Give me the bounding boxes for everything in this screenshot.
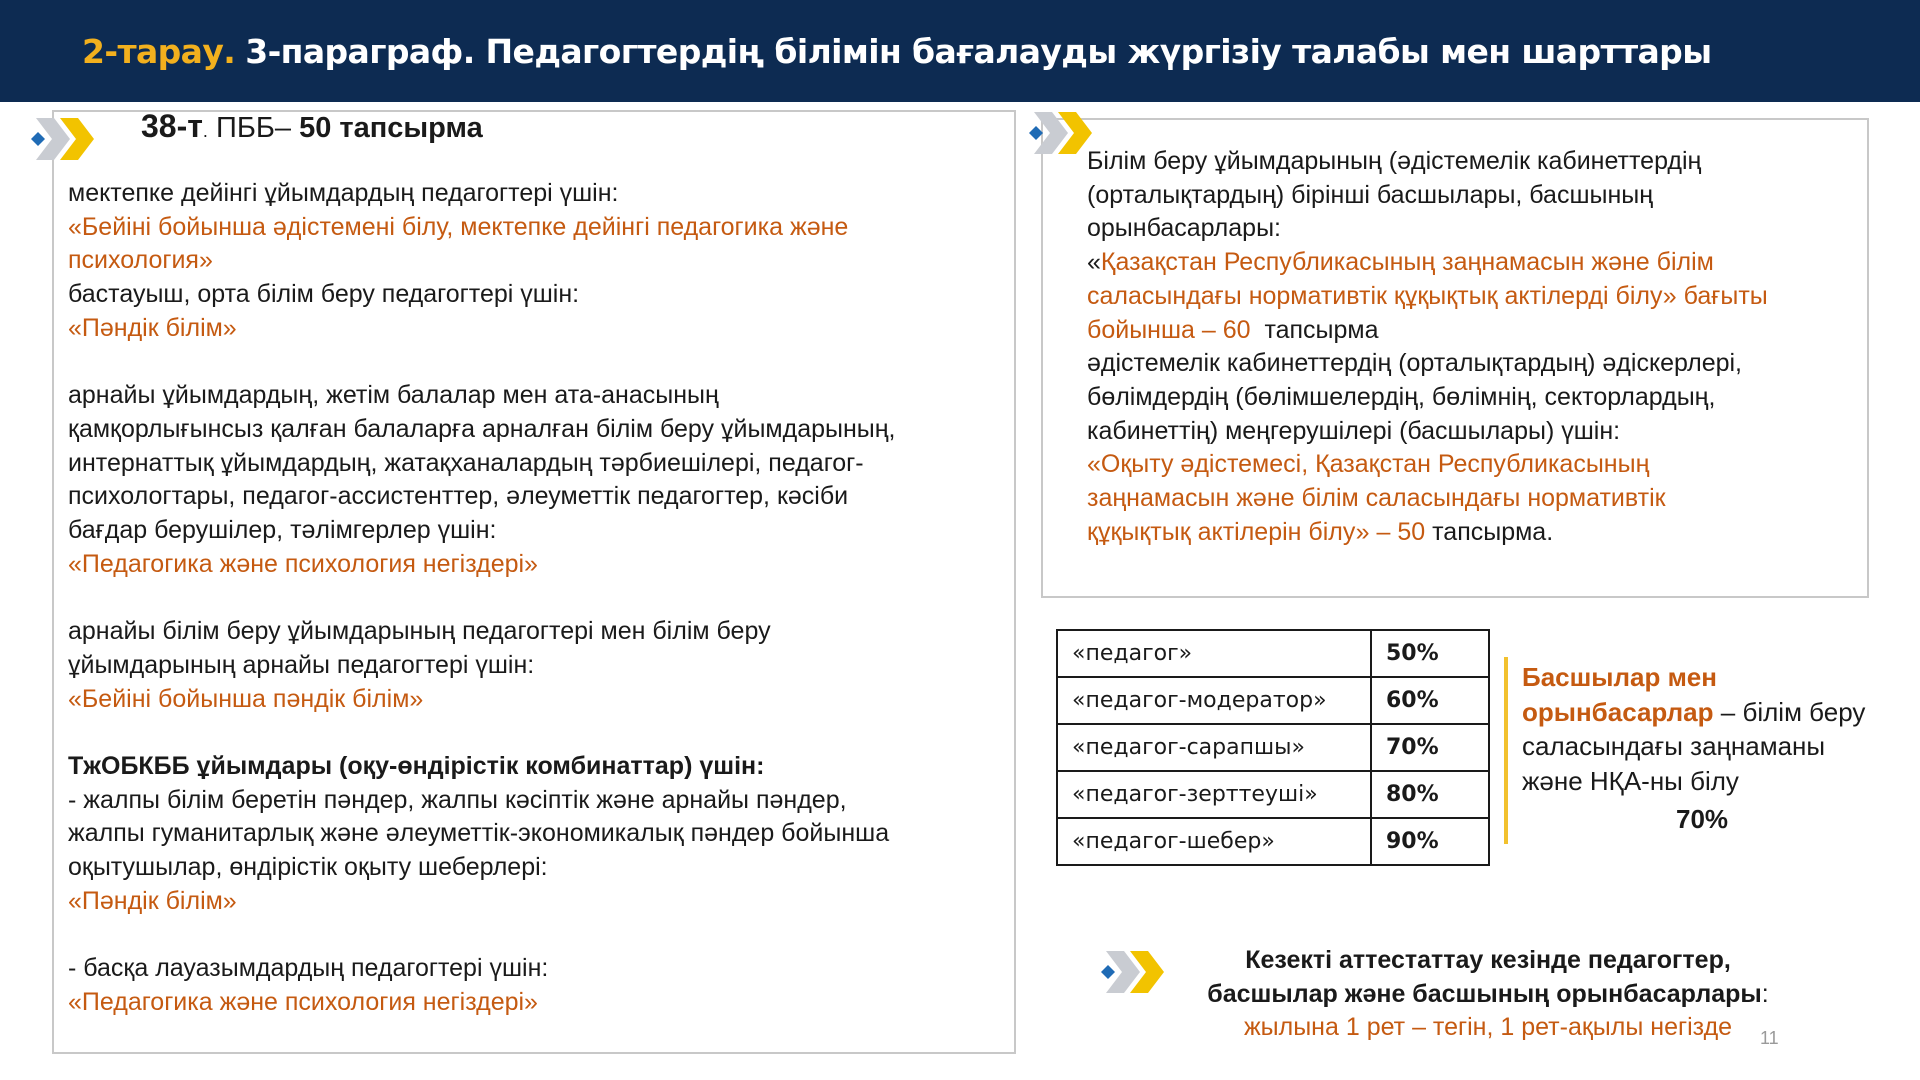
side-note-text: – білім беру [1720, 696, 1866, 727]
right-text-block [1087, 145, 1768, 549]
level-percent: 50% [1371, 630, 1489, 677]
preschool-topic: «Бейіні бойынша әдістемені білу, мектепке дейінгі педагогика және [68, 212, 849, 241]
tvet-heading: ТжОБКББ ұйымдары (оқу-өндірістік комбинаттар) үшін: [68, 751, 765, 780]
special-ed-label: арнайы білім беру ұйымдарының педагогтері мен білім беру [68, 617, 771, 646]
tvet-label: жалпы гуманитарлық және әлеуметтік-экономикалық пәндер бойынша [68, 819, 890, 848]
methodists-label: әдістемелік кабинеттердің (орталықтардың) әдіскерлері, [1087, 349, 1743, 378]
heads-topic: бойынша – 60 [1087, 315, 1251, 344]
side-note-highlight: орынбасарлар [1522, 696, 1714, 727]
tvet-topic: «Пәндік білім» [68, 886, 237, 915]
quote-mark: « [1087, 248, 1101, 277]
preschool-topic: психология» [68, 246, 213, 275]
level-percent: 80% [1371, 771, 1489, 818]
methodists-label: кабинеттің) меңгерушілері (басшылары) үшін: [1087, 416, 1621, 445]
heads-side-note [1522, 660, 1865, 837]
level-name: «педагог-модератор» [1057, 677, 1371, 724]
chevron-arrow-icon [1024, 108, 1096, 158]
special-label: қамқорлығынсыз қалған балаларға арналған білім беру ұйымдарының, [68, 414, 896, 443]
other-label: - басқа лауазымдардың педагогтері үшін: [68, 954, 549, 983]
table-row [1057, 630, 1489, 677]
special-label: арнайы ұйымдардың, жетім балалар мен ата-анасының [68, 381, 719, 410]
special-label: психологтары, педагог-ассистенттер, әлеуметтік педагогтер, кәсіби [68, 482, 849, 511]
table-row [1057, 771, 1489, 818]
tvet-label: - жалпы білім беретін пәндер, жалпы кәсіптік және арнайы пәндер, [68, 785, 847, 814]
attestation-note-line: басшылар және басшының орынбасарлары [1207, 979, 1762, 1008]
heads-label: (орталықтардың) бірінші басшылары, басшының [1087, 180, 1654, 209]
chapter-label: 2-тарау. [82, 31, 236, 71]
accent-divider [1504, 657, 1508, 844]
special-label: бағдар берушілер, тәлімгерлер үшін: [68, 516, 497, 545]
general-label: бастауыш, орта білім беру педагогтері үшін: [68, 280, 580, 309]
other-topic: «Педагогика және психология негіздері» [68, 987, 538, 1016]
side-note-text: саласындағы заңнаманы [1522, 731, 1826, 761]
level-name: «педагог» [1057, 630, 1371, 677]
chevron-arrow-icon [26, 114, 98, 164]
preschool-label: мектепке дейінгі ұйымдардың педагогтері үшін: [68, 179, 619, 207]
methodists-topic: заңнамасын және білім саласындағы нормативтік [1087, 484, 1666, 513]
heading-dot: . [202, 121, 208, 141]
heads-tasks: тапсырма [1264, 315, 1379, 344]
level-percent: 60% [1371, 677, 1489, 724]
side-note-highlight: Басшылар мен [1522, 662, 1717, 692]
special-ed-label: ұйымдарының арнайы педагогтері үшін: [68, 650, 535, 679]
table-row [1057, 818, 1489, 865]
methodists-topic: «Оқыту әдістемесі, Қазақстан Республикасының [1087, 450, 1650, 479]
heads-label: Білім беру ұйымдарының (әдістемелік кабинеттердің [1087, 147, 1702, 175]
page-title: 3-параграф. Педагогтердің білімін бағалауды жүргізіу талабы мен шарттары [245, 31, 1712, 71]
general-topic: «Пәндік білім» [68, 313, 237, 342]
task-count: 50 тапсырма [299, 112, 483, 144]
special-topic: «Педагогика және психология негіздері» [68, 549, 538, 578]
side-note-text: және НҚА-ны білу [1522, 765, 1739, 796]
table-row [1057, 724, 1489, 771]
methodists-topic: құқықтық актілерін білу» – 50 [1087, 517, 1426, 546]
methodists-tasks: тапсырма. [1432, 517, 1554, 546]
qualification-levels-table [1056, 629, 1490, 866]
section-heading [141, 108, 483, 145]
paragraph-number: 38-т [141, 108, 203, 144]
left-text-block [68, 177, 896, 1020]
table-row [1057, 677, 1489, 724]
attestation-note-line: Кезекті аттестаттау кезінде педагогтер, [1245, 946, 1731, 974]
title-bar [0, 0, 1920, 102]
tvet-label: оқытушылар, өндірістік оқыту шеберлері: [68, 853, 548, 882]
heads-topic: саласындағы нормативтік құқықтық актілерді білу» бағыты [1087, 281, 1768, 310]
level-name: «педагог-зерттеуші» [1057, 771, 1371, 818]
pbb-label: ПББ– [216, 112, 292, 144]
level-percent: 70% [1371, 724, 1489, 771]
special-ed-topic: «Бейіні бойынша пәндік білім» [68, 684, 424, 713]
side-note-percent: 70% [1676, 804, 1729, 834]
page-number: 11 [1760, 1028, 1779, 1048]
level-name: «педагог-шебер» [1057, 818, 1371, 865]
level-percent: 90% [1371, 818, 1489, 865]
heads-label: орынбасарлары: [1087, 214, 1281, 243]
attestation-note [1168, 944, 1808, 1045]
attestation-note-frequency: жылына 1 рет – тегін, 1 рет-ақылы негізде [1243, 1013, 1733, 1041]
level-name: «педагог-сарапшы» [1057, 724, 1371, 771]
chevron-arrow-icon [1096, 947, 1168, 997]
heads-topic: Қазақстан Республикасының заңнамасын және білім [1100, 248, 1714, 277]
attestation-note-colon: : [1761, 979, 1769, 1008]
special-label: интернаттық ұйымдардың, жатақханалардың тәрбиешілері, педагог- [68, 448, 864, 477]
methodists-label: бөлімдердің (бөлімшелердің, бөлімнің, секторлардың, [1087, 382, 1716, 411]
